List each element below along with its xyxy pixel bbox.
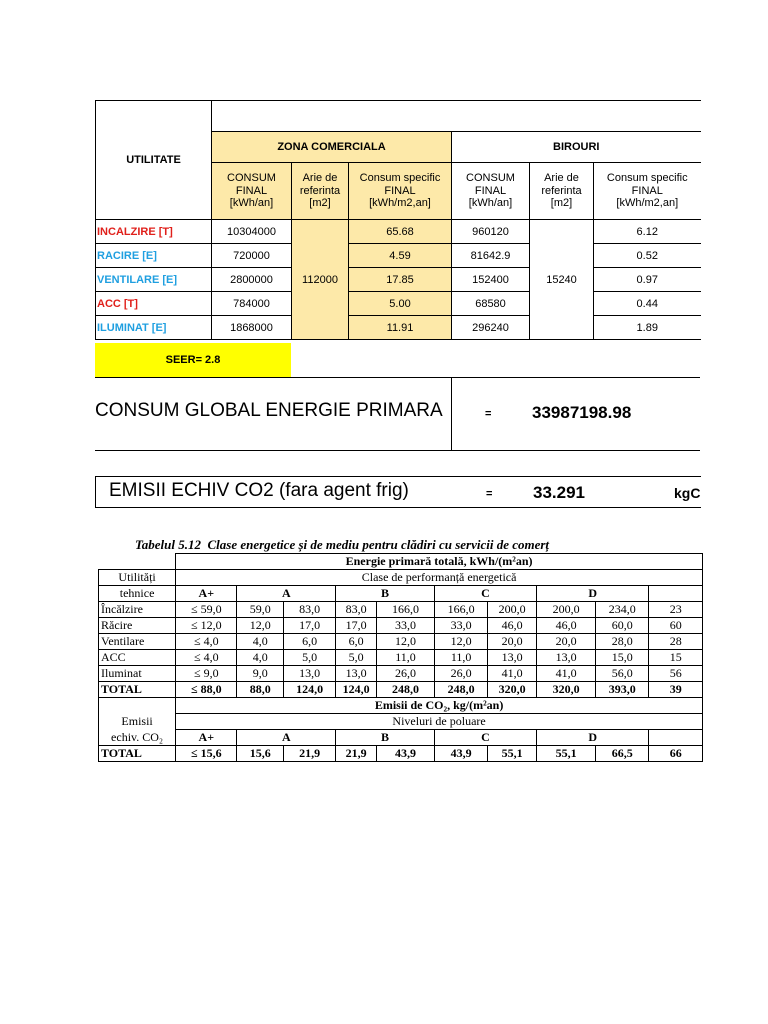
energie-title: Energie primară totală, kWh/(m²an) (176, 554, 703, 570)
arie-birouri-value: 15240 (530, 220, 594, 340)
table-row (96, 316, 701, 340)
cell: 5,0 (336, 650, 377, 666)
cell: 6.12 (594, 220, 701, 244)
row-label: ACC [T] (96, 292, 212, 316)
class-d: D (537, 586, 649, 602)
col-arie-birouri: Arie de referinta [m2] (530, 163, 594, 220)
cell: 66 (649, 746, 703, 762)
cell: 124,0 (283, 682, 335, 698)
table-row (99, 746, 703, 762)
cell: 43,9 (377, 746, 435, 762)
consum-global-value: 33987198.98 (532, 403, 632, 422)
cell: 6,0 (283, 634, 335, 650)
row-label: TOTAL (99, 746, 176, 762)
cell: 28 (649, 634, 703, 650)
cell: 4.59 (349, 244, 452, 268)
cell: 12,0 (237, 618, 284, 634)
cell: 66,5 (596, 746, 649, 762)
table-row (96, 220, 701, 244)
cell: 6,0 (336, 634, 377, 650)
table-row (99, 634, 703, 650)
cell: 0.97 (594, 268, 701, 292)
divider (451, 378, 452, 450)
cell: 1.89 (594, 316, 701, 340)
cell: 784000 (212, 292, 292, 316)
cell: 46,0 (537, 618, 596, 634)
cell: 56,0 (596, 666, 649, 682)
class-a-plus: A+ (176, 586, 237, 602)
cell: ≤ 88,0 (176, 682, 237, 698)
consum-global-label: CONSUM GLOBAL ENERGIE PRIMARA (95, 400, 443, 421)
cell: 68580 (452, 292, 530, 316)
table-row (96, 292, 701, 316)
cell: 296240 (452, 316, 530, 340)
cell: 43,9 (434, 746, 487, 762)
cell: 12,0 (434, 634, 487, 650)
cell: 11,0 (377, 650, 435, 666)
cell: 4,0 (237, 634, 284, 650)
cell: 10304000 (212, 220, 292, 244)
row-label: RACIRE [E] (96, 244, 212, 268)
cell: 5,0 (283, 650, 335, 666)
cell: 15,0 (596, 650, 649, 666)
cell: 0.44 (594, 292, 701, 316)
cell: 41,0 (488, 666, 537, 682)
cell: 11.91 (349, 316, 452, 340)
class-a: A (237, 586, 336, 602)
emisii-header-2: echiv. CO₂ (99, 730, 176, 746)
tehnice-header: tehnice (99, 586, 176, 602)
cell: 200,0 (537, 602, 596, 618)
cell: 320,0 (537, 682, 596, 698)
cell: 11,0 (434, 650, 487, 666)
table-row (99, 618, 703, 634)
row-label: ILUMINAT [E] (96, 316, 212, 340)
cell: 124,0 (336, 682, 377, 698)
cell: 13,0 (336, 666, 377, 682)
cell: 28,0 (596, 634, 649, 650)
cell: 33,0 (434, 618, 487, 634)
table-row (99, 682, 703, 698)
cell: 393,0 (596, 682, 649, 698)
cell: 88,0 (237, 682, 284, 698)
cell: 59,0 (237, 602, 284, 618)
cell: 17,0 (336, 618, 377, 634)
cell: ≤ 15,6 (176, 746, 237, 762)
col-specific-birouri: Consum specific FINAL [kWh/m2,an] (594, 163, 701, 220)
cell: 83,0 (283, 602, 335, 618)
cell: 15 (649, 650, 703, 666)
cell: ≤ 4,0 (176, 634, 237, 650)
consum-global-box (95, 377, 700, 451)
cell: 720000 (212, 244, 292, 268)
cell: 152400 (452, 268, 530, 292)
table-top-spacer (212, 101, 701, 132)
class-b: B (336, 586, 435, 602)
energy-class-table: Energie primară totală, kWh/(m²an) Utilități Clase de performanță energetică tehnice A+ A B C D Încălzire ≤ 59,0 59,0 83,0 83,0 166,0 166,0 200,0 200,0 234,0 23 Răcire ≤ 12,0 12,0 17,0 17,0 33,0 33,0 46,0 46,0 60,0 60 Ventilare ≤ 4,0 4,0 6,0 6,0 12,0 12,0 20,0 20,0 28,0 28 ACC ≤ 4,0 4,0 5,0 5,0 11,0 11,0 13,0 13,0 15,0 15 Iluminat ≤ 9,0 9,0 13,0 13,0 26,0 26,0 41,0 41,0 56,0 56 TOTAL ≤ 88,0 88,0 124,0 124,0 248,0 248,0 320,0 320,0 393,0 39 Emisii de CO₂, kg/(m²an) Emisii Niveluri de poluare echiv. CO₂ A+ A B C D TOTAL ≤ 15,6 15,6 21,9 21,9 43,9 43,9 55,1 55,1 66,5 66 (98, 553, 703, 762)
cell: 17.85 (349, 268, 452, 292)
cell: 200,0 (488, 602, 537, 618)
utilitate-header: UTILITATE (96, 101, 212, 220)
equals-sign: = (486, 488, 493, 500)
cell: 4,0 (237, 650, 284, 666)
cell: 60 (649, 618, 703, 634)
birouri-header: BIROURI (452, 132, 701, 163)
cell: 26,0 (434, 666, 487, 682)
clase-header: Clase de performanță energetică (176, 570, 703, 586)
cell: ≤ 4,0 (176, 650, 237, 666)
class-c: C (434, 586, 536, 602)
table-row (96, 268, 701, 292)
ref-table-caption: Tabelul 5.12 Clase energetice și de mediu pentru clădiri cu servicii de comerț (135, 537, 550, 552)
cell: 1868000 (212, 316, 292, 340)
cell: 83,0 (336, 602, 377, 618)
cell: 2800000 (212, 268, 292, 292)
cell: 960120 (452, 220, 530, 244)
cell: 33,0 (377, 618, 435, 634)
row-label: Încălzire (99, 602, 176, 618)
col-consum-comercial: CONSUM FINAL [kWh/an] (212, 163, 292, 220)
table-row (99, 650, 703, 666)
emisii-value: 33.291 (533, 483, 585, 502)
row-label: Ventilare (99, 634, 176, 650)
cell: 13,0 (537, 650, 596, 666)
cell: 81642.9 (452, 244, 530, 268)
emisii-header-1: Emisii (99, 714, 176, 730)
cell: 55,1 (537, 746, 596, 762)
table-row (99, 602, 703, 618)
row-label: VENTILARE [E] (96, 268, 212, 292)
zona-comerciala-header: ZONA COMERCIALA (212, 132, 452, 163)
seer-value: SEER= 2.8 (95, 343, 291, 377)
cell: 5.00 (349, 292, 452, 316)
utilities-table (95, 100, 701, 340)
cell: 320,0 (488, 682, 537, 698)
table-row (99, 666, 703, 682)
cell: 12,0 (377, 634, 435, 650)
col-specific-comercial: Consum specific FINAL [kWh/m2,an] (349, 163, 452, 220)
cell: ≤ 12,0 (176, 618, 237, 634)
cell: ≤ 9,0 (176, 666, 237, 682)
utilitati-header: Utilități (99, 570, 176, 586)
cell: 55,1 (488, 746, 537, 762)
cell: 166,0 (434, 602, 487, 618)
cell: 20,0 (537, 634, 596, 650)
cell: 41,0 (537, 666, 596, 682)
row-label: ACC (99, 650, 176, 666)
cell: 0.52 (594, 244, 701, 268)
col-consum-birouri: CONSUM FINAL [kWh/an] (452, 163, 530, 220)
cell: 65.68 (349, 220, 452, 244)
cell: 13,0 (488, 650, 537, 666)
cell: 23 (649, 602, 703, 618)
cell: 15,6 (237, 746, 284, 762)
cell: 17,0 (283, 618, 335, 634)
emisii-unit: kgC (674, 485, 701, 501)
emisii-title: Emisii de CO₂, kg/(m²an) (176, 698, 703, 714)
row-label: INCALZIRE [T] (96, 220, 212, 244)
niveluri-header: Niveluri de poluare (176, 714, 703, 730)
row-label: TOTAL (99, 682, 176, 698)
emisii-box (95, 476, 701, 508)
cell: 13,0 (283, 666, 335, 682)
cell: 248,0 (434, 682, 487, 698)
table-row (96, 244, 701, 268)
cell: 56 (649, 666, 703, 682)
emisii-label: EMISII ECHIV CO2 (fara agent frig) (109, 480, 409, 501)
row-label: Răcire (99, 618, 176, 634)
cell: 9,0 (237, 666, 284, 682)
equals-sign: = (485, 408, 492, 420)
cell: 166,0 (377, 602, 435, 618)
cell: 60,0 (596, 618, 649, 634)
cell: 21,9 (283, 746, 335, 762)
cell: 21,9 (336, 746, 377, 762)
cell: ≤ 59,0 (176, 602, 237, 618)
cell: 248,0 (377, 682, 435, 698)
cell: 39 (649, 682, 703, 698)
cell: 26,0 (377, 666, 435, 682)
cell: 20,0 (488, 634, 537, 650)
cell: 234,0 (596, 602, 649, 618)
col-arie-comercial: Arie de referinta [m2] (292, 163, 349, 220)
row-label: Iluminat (99, 666, 176, 682)
arie-comercial-value: 112000 (292, 220, 349, 340)
cell: 46,0 (488, 618, 537, 634)
